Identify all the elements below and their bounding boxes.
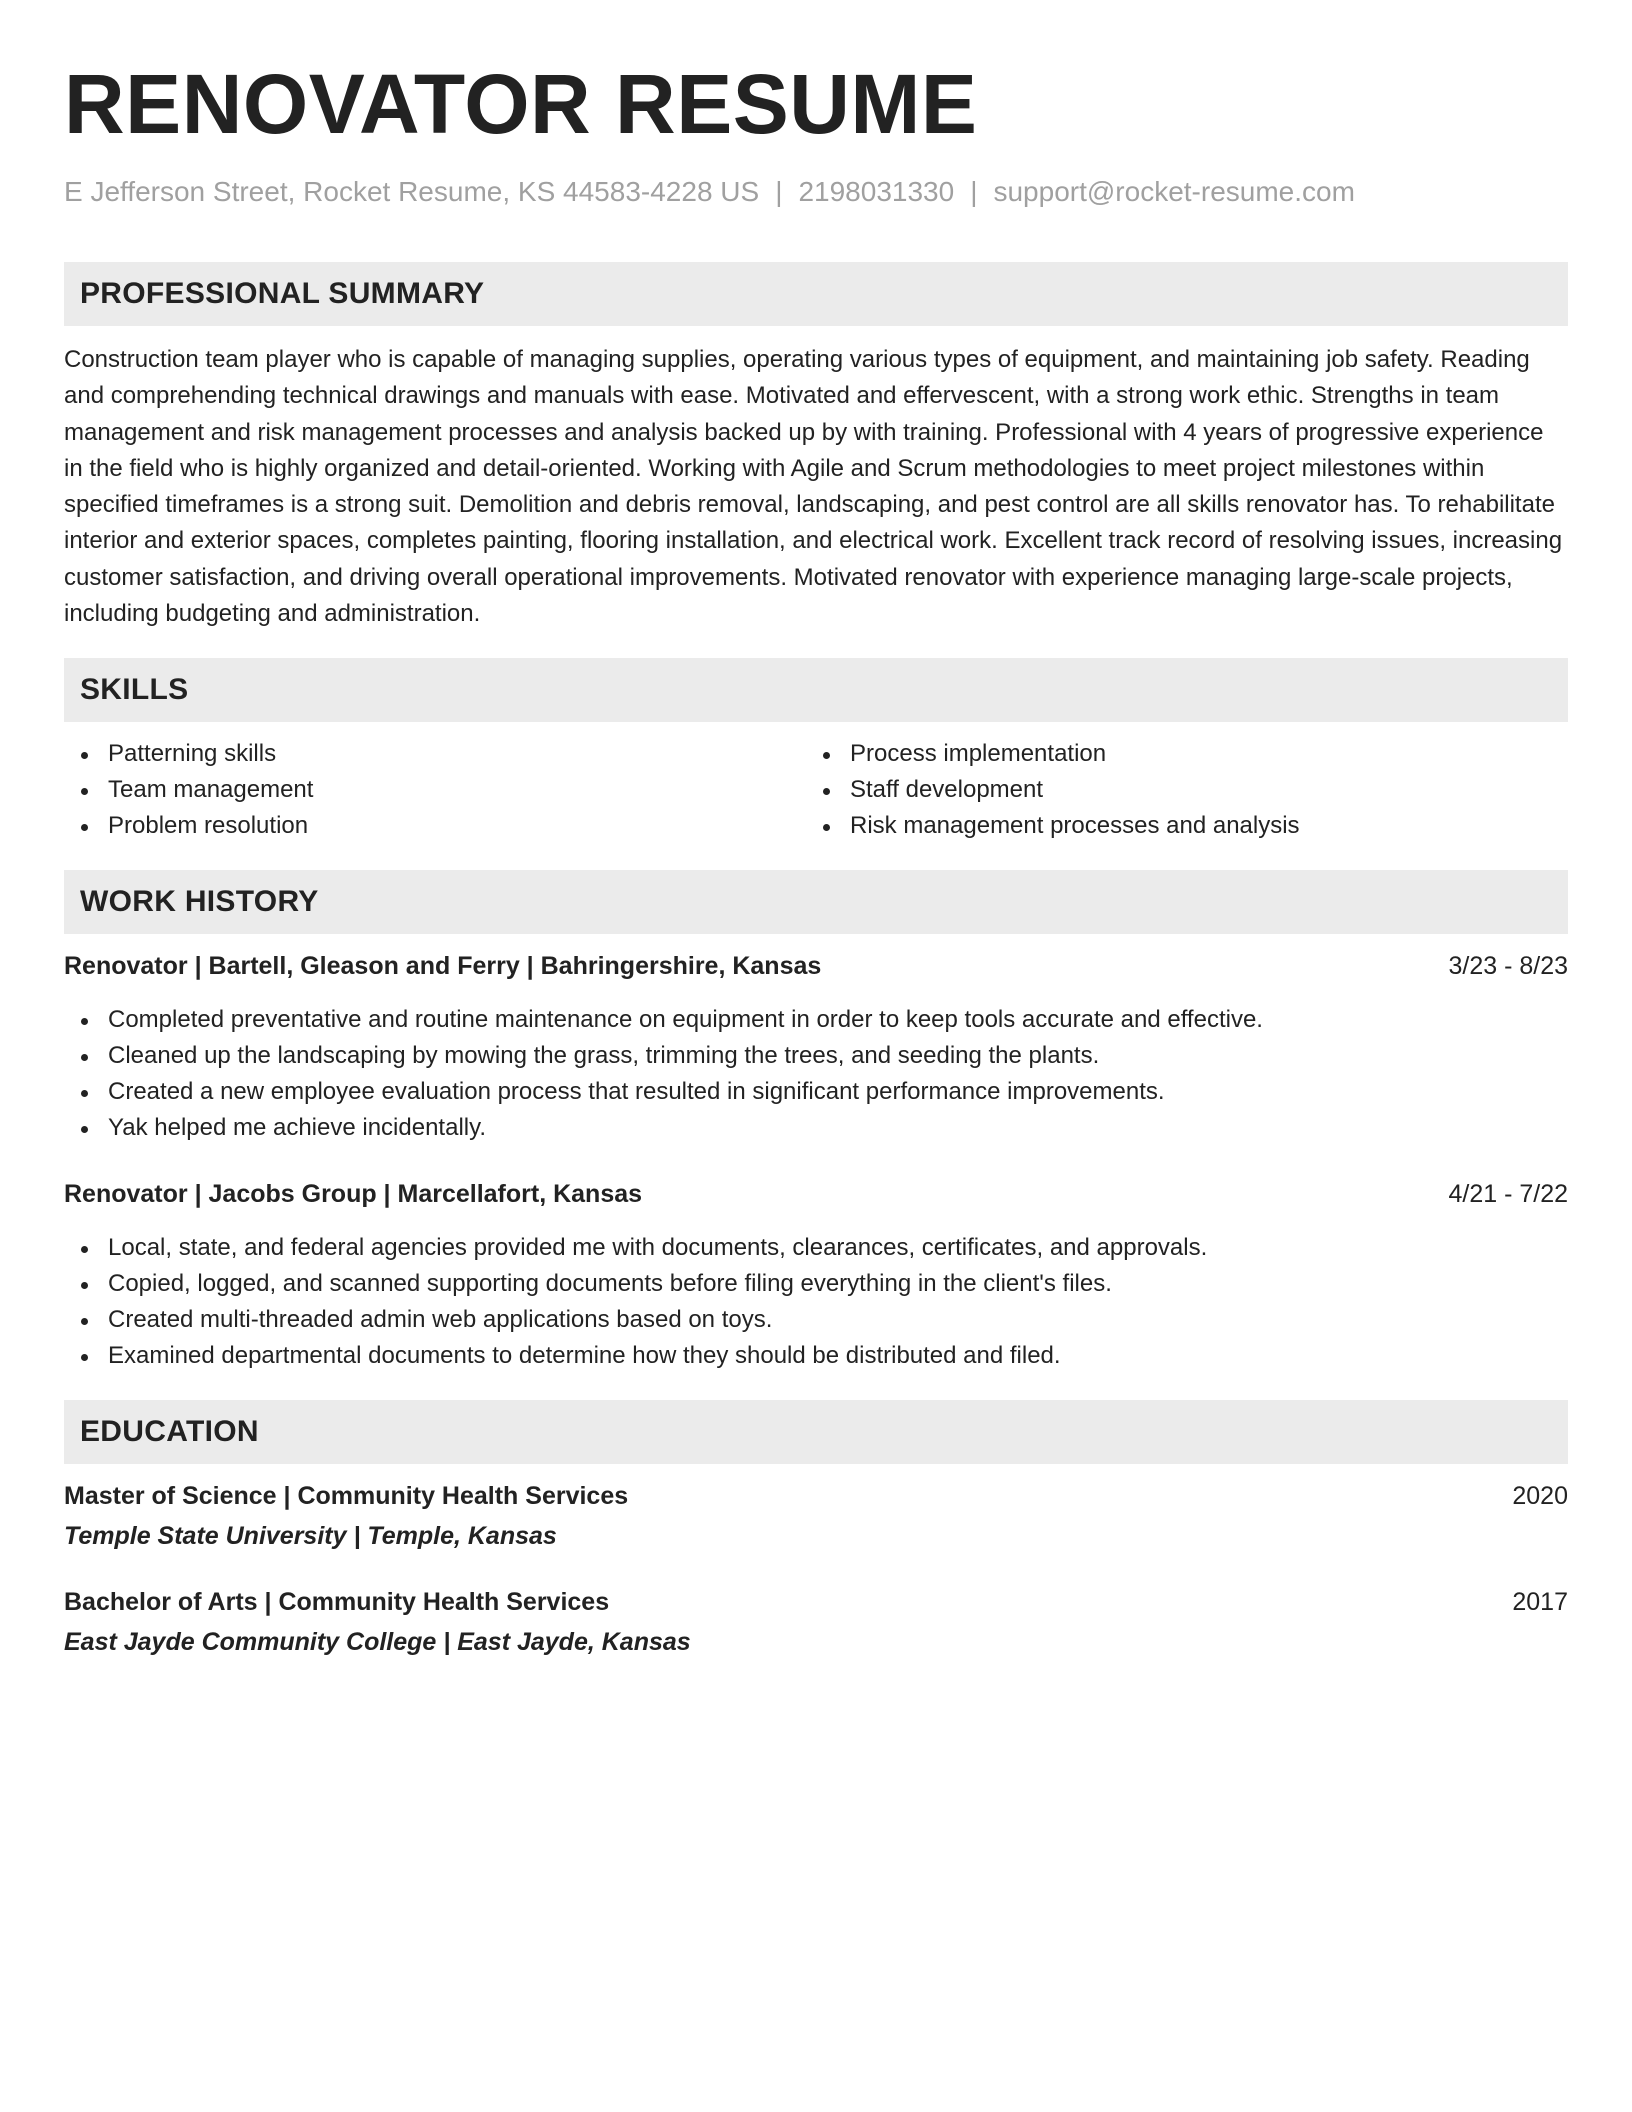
skill-item: Risk management processes and analysis	[806, 808, 1548, 844]
contact-line	[64, 174, 1568, 210]
job-bullet: Created multi-threaded admin web applications based on toys.	[64, 1302, 1568, 1338]
job-dates: 4/21 - 7/22	[1448, 1180, 1568, 1209]
section-header-work-history: WORK HISTORY	[64, 870, 1568, 934]
job-header	[64, 948, 1568, 984]
job-dates: 3/23 - 8/23	[1448, 952, 1568, 981]
education-header	[64, 1584, 1568, 1620]
skills-list	[64, 736, 1568, 844]
education-header	[64, 1478, 1568, 1514]
education-year: 2017	[1512, 1588, 1568, 1617]
education-school: Temple State University | Temple, Kansas	[64, 1522, 557, 1551]
contact-address: E Jefferson Street, Rocket Resume, KS 44583-4228 US	[64, 176, 760, 207]
contact-email: support@rocket-resume.com	[993, 176, 1355, 207]
education-school: East Jayde Community College | East Jayde, Kansas	[64, 1628, 691, 1657]
resume-title: RENOVATOR RESUME	[64, 57, 978, 151]
contact-separator: |	[970, 176, 978, 207]
contact-phone: 2198031330	[798, 176, 955, 207]
education-degree: Bachelor of Arts | Community Health Services	[64, 1588, 610, 1617]
job-bullet: Cleaned up the landscaping by mowing the grass, trimming the trees, and seeding the plants.	[64, 1038, 1568, 1074]
skill-item: Staff development	[806, 772, 1548, 808]
job-bullet: Local, state, and federal agencies provided me with documents, clearances, certificates, and approvals.	[64, 1230, 1568, 1266]
summary-paragraph: Construction team player who is capable of managing supplies, operating various types of equipment, and maintaining job safety. Reading and comprehending technical drawings and manuals with ease. Motivated and effervescent, with a strong work ethic. Strengths in team management and risk management processes and analysis backed up by with training. Professional with 4 years of progressive experience in the field who is highly organized and detail-oriented. Working with Agile and Scrum methodologies to meet project milestones within specified timeframes is a strong suit. Demolition and debris removal, landscaping, and pest control are all skills renovator has. To rehabilitate interior and exterior spaces, completes painting, flooring installation, and electrical work. Excellent track record of resolving issues, increasing customer satisfaction, and driving overall operational improvements. Motivated renovator with experience managing large-scale projects, including budgeting and administration.	[64, 346, 1563, 628]
job-bullet: Examined departmental documents to determine how they should be distributed and filed.	[64, 1338, 1568, 1374]
education-entry	[64, 1478, 1568, 1554]
skill-item: Patterning skills	[64, 736, 806, 772]
job-bullet-list	[64, 1002, 1568, 1146]
job-bullet: Yak helped me achieve incidentally.	[64, 1110, 1568, 1146]
section-header-skills: SKILLS	[64, 658, 1568, 722]
job-header	[64, 1176, 1568, 1212]
job-bullet: Created a new employee evaluation process that resulted in significant performance improvements.	[64, 1074, 1568, 1110]
job-entry	[64, 948, 1568, 1146]
job-bullet: Completed preventative and routine maintenance on equipment in order to keep tools accurate and effective.	[64, 1002, 1568, 1038]
education-degree: Master of Science | Community Health Services	[64, 1482, 629, 1511]
job-title: Renovator | Bartell, Gleason and Ferry | Bahringershire, Kansas	[64, 952, 822, 981]
skill-item: Process implementation	[806, 736, 1548, 772]
job-title: Renovator | Jacobs Group | Marcellafort, Kansas	[64, 1180, 643, 1209]
skill-item: Problem resolution	[64, 808, 806, 844]
section-header-education: EDUCATION	[64, 1400, 1568, 1464]
job-bullet-list	[64, 1230, 1568, 1374]
skills-column-left	[64, 736, 806, 844]
skills-column-right	[806, 736, 1548, 844]
education-year: 2020	[1512, 1482, 1568, 1511]
education-entry	[64, 1584, 1568, 1660]
section-header-professional-summary: PROFESSIONAL SUMMARY	[64, 262, 1568, 326]
job-bullet: Copied, logged, and scanned supporting documents before filing everything in the client's files.	[64, 1266, 1568, 1302]
skill-item: Team management	[64, 772, 806, 808]
contact-separator: |	[775, 176, 783, 207]
job-entry	[64, 1176, 1568, 1374]
